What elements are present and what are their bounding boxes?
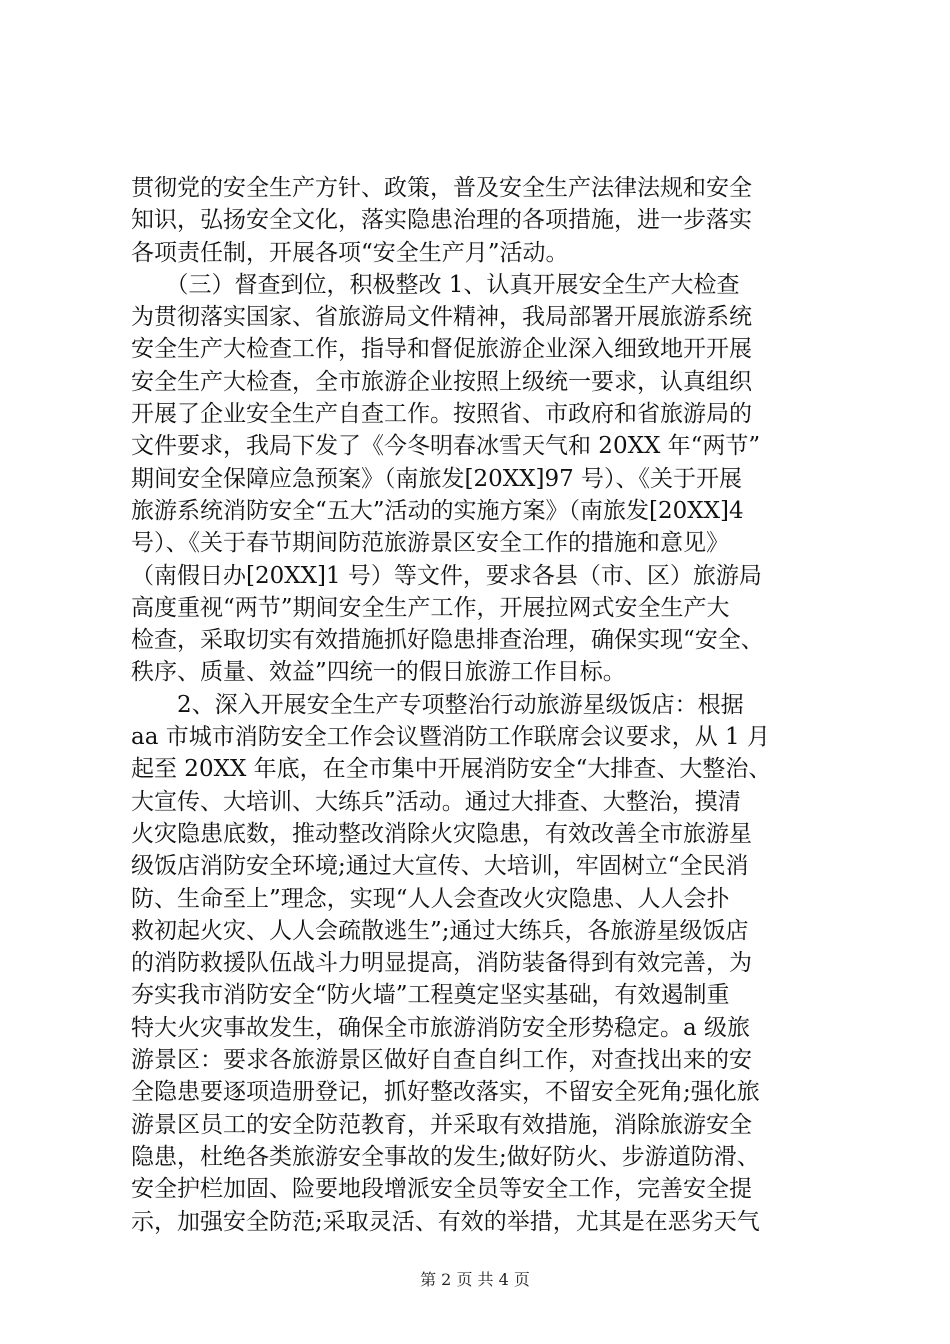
text-line: 级饭店消防安全环境;通过大宣传、大培训，牢固树立“全民消	[131, 853, 749, 880]
text-line: 救初起火灾、人人会疏散逃生”;通过大练兵，各旅游星级饭店	[131, 917, 749, 944]
text-line: 火灾隐患底数，推动整改消除火灾隐患，有效改善全市旅游星	[131, 820, 752, 847]
text-line: aa 市城市消防安全工作会议暨消防工作联席会议要求，从 1 月	[131, 724, 770, 751]
text-line: 安全生产大检查，全市旅游企业按照上级统一要求，认真组织	[131, 368, 752, 395]
text-line: 各项责任制，开展各项“安全生产月”活动。	[131, 239, 569, 266]
text-line: 开展了企业安全生产自查工作。按照省、市政府和省旅游局的	[131, 401, 752, 428]
text-line: 高度重视“两节”期间安全生产工作，开展拉网式安全生产大	[131, 594, 730, 621]
text-line: 安全生产大检查工作，指导和督促旅游企业深入细致地开开展	[131, 336, 752, 363]
text-line: 为贯彻落实国家、省旅游局文件精神，我局部署开展旅游系统	[131, 304, 752, 331]
text-line: 秩序、质量、效益”四统一的假日旅游工作目标。	[131, 659, 626, 686]
text-line: 文件要求，我局下发了《今冬明春冰雪天气和 20XX 年“两节”	[131, 433, 761, 460]
text-line: 特大火灾事故发生，确保全市旅游消防安全形势稳定。a 级旅	[131, 1014, 751, 1041]
text-line: 旅游系统消防安全“五大”活动的实施方案》（南旅发[20XX]4	[131, 497, 744, 524]
text-line: （三）督查到位，积极整改 1、认真开展安全生产大检查	[131, 271, 740, 298]
document-body	[131, 172, 831, 1238]
text-line: 起至 20XX 年底，在全市集中开展消防安全“大排查、大整治、	[131, 756, 772, 783]
text-line: 大宣传、大培训、大练兵”活动。通过大排查、大整治，摸清	[131, 788, 741, 815]
text-line: （南假日办[20XX]1 号）等文件，要求各县（市、区）旅游局	[131, 562, 762, 589]
text-line: 游景区员工的安全防范教育，并采取有效措施，消除旅游安全	[131, 1111, 752, 1138]
text-line: 的消防救援队伍战斗力明显提高，消防装备得到有效完善，为	[131, 950, 752, 977]
text-line: 贯彻党的安全生产方针、政策，普及安全生产法律法规和安全	[131, 175, 752, 201]
text-line: 全隐患要逐项造册登记，抓好整改落实，不留安全死角;强化旅	[131, 1079, 760, 1106]
text-line: 隐患，杜绝各类旅游安全事故的发生;做好防火、步游道防滑、	[131, 1143, 760, 1170]
text-line: 2、深入开展安全生产专项整治行动旅游星级饭店：根据	[131, 691, 744, 718]
text-line: 安全护栏加固、险要地段增派安全员等安全工作，完善安全提	[131, 1176, 752, 1203]
text-line: 知识，弘扬安全文化，落实隐患治理的各项措施，进一步落实	[131, 207, 752, 234]
text-line: 期间安全保障应急预案》（南旅发[20XX]97 号）、《关于开展	[131, 465, 743, 492]
text-line: 检查，采取切实有效措施抓好隐患排查治理，确保实现“安全、	[131, 627, 764, 654]
text-line: 防、生命至上”理念，实现“人人会查改火灾隐患、人人会扑	[131, 885, 730, 912]
text-line: 游景区：要求各旅游景区做好自查自纠工作，对查找出来的安	[131, 1047, 752, 1074]
text-line: 示，加强安全防范;采取灵活、有效的举措，尤其是在恶劣天气	[131, 1208, 760, 1235]
page-number-footer: 第 2 页 共 4 页	[420, 1270, 530, 1289]
text-line: 夯实我市消防安全“防火墙”工程奠定坚实基础，有效遏制重	[131, 982, 730, 1009]
text-line: 号）、《关于春节期间防范旅游景区安全工作的措施和意见》	[131, 530, 729, 557]
